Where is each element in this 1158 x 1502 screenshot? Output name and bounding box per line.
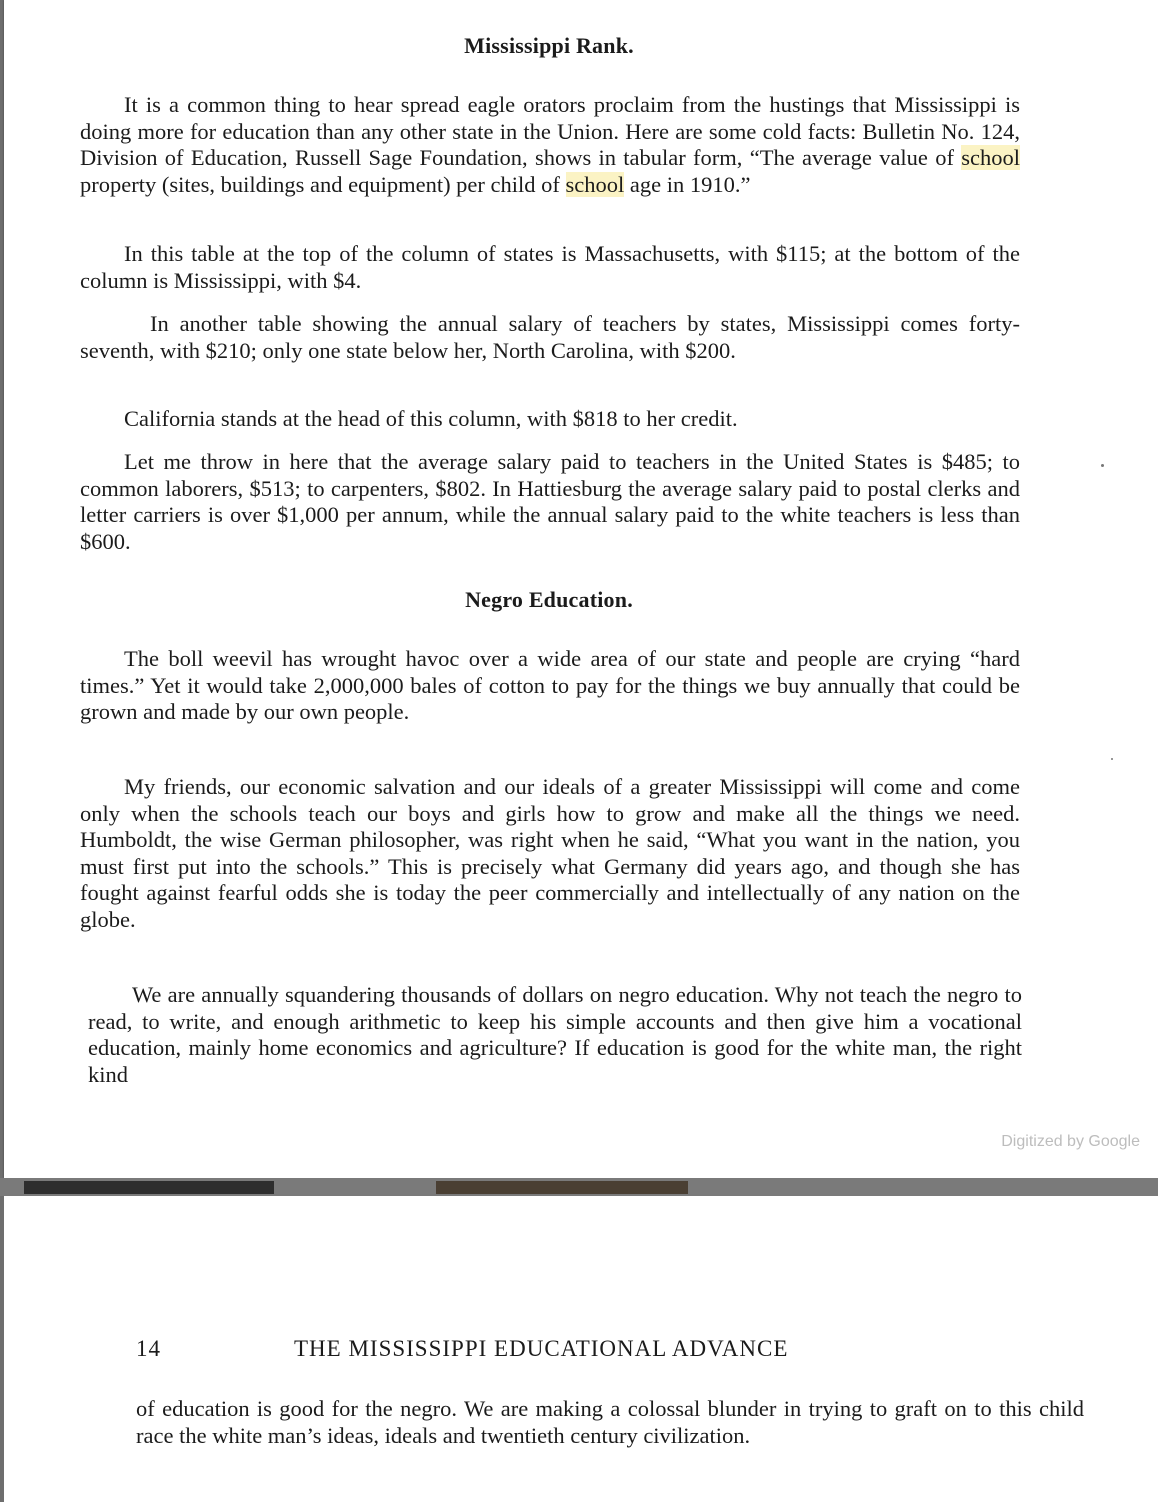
section-heading-negro-education: Negro Education. xyxy=(465,587,633,612)
digitized-watermark: Digitized by Google xyxy=(1001,1133,1140,1150)
paragraph-1 xyxy=(80,92,1020,198)
page-number: 14 xyxy=(136,1336,161,1361)
paragraph-1-text-b: property (sites, buildings and equipment) per child of xyxy=(80,171,566,197)
search-highlight-school-1: school xyxy=(961,145,1020,170)
paragraph-3: In another table showing the annual salary of teachers by states, Mississippi comes forty-seventh, with $210; only one state below her, North Carolina, with $200. xyxy=(80,311,1020,363)
page-separator-segment xyxy=(24,1181,274,1194)
page-separator-segment xyxy=(436,1181,688,1194)
document-page-2 xyxy=(4,1196,1158,1502)
paragraph-2: In this table at the top of the column of states is Massachusetts, with $115; at the bottom of the column is Mississippi, with $4. xyxy=(80,241,1020,293)
paragraph-1-text-c: age in 1910.” xyxy=(624,171,751,197)
search-highlight-school-2: school xyxy=(565,171,625,197)
document-page-1 xyxy=(4,0,1158,1178)
paragraph-4: California stands at the head of this column, with $818 to her credit. xyxy=(124,406,738,431)
section-heading-mississippi-rank: Mississippi Rank. xyxy=(464,33,634,58)
paragraph-8: We are annually squandering thousands of dollars on negro education. Why not teach the negro to read, to write, and enough arithmetic to keep his simple accounts and then give him a vocational education, mainly home economics and agriculture? If education is good for the white man, the right kind xyxy=(88,982,1022,1087)
scan-speck xyxy=(1101,464,1104,467)
journal-title: THE MISSISSIPPI EDUCATIONAL ADVANCE xyxy=(294,1336,789,1361)
page-separator xyxy=(0,1178,1158,1196)
paragraph-1-text-a: It is a common thing to hear spread eagle orators proclaim from the hustings that Mississippi is doing more for education than any other state in the Union. Here are some cold facts: Bulletin No. 124, Division of Education, Russell Sage Foundation, shows in tabular form, “The average value of xyxy=(80,92,1020,170)
scan-speck xyxy=(1111,758,1113,760)
paragraph-6: The boll weevil has wrought havoc over a wide area of our state and people are crying “hard times.” Yet it would take 2,000,000 bales of cotton to pay for the things we buy annually that could be grown and made by our own people. xyxy=(80,646,1020,724)
paragraph-5: Let me throw in here that the average salary paid to teachers in the United States is $485; to common laborers, $513; to carpenters, $802. In Hattiesburg the average salary paid to postal clerks and letter carriers is over $1,000 per annum, while the annual salary paid to the white teachers is less than $600. xyxy=(80,449,1020,554)
paragraph-7: My friends, our economic salvation and our ideals of a greater Mississippi will come and come only when the schools teach our boys and girls how to grow and make all the things we need. Humboldt, the wise German philosopher, was right when he said, “What you want in the nation, you must first put into the schools.” This is precisely what Germany did years ago, and though she has fought against fearful odds she is today the peer commercially and intellectually of any nation on the globe. xyxy=(80,774,1020,932)
paragraph-continued: of education is good for the negro. We are making a colossal blunder in trying to graft on to this child race the white man’s ideas, ideals and twentieth century civilization. xyxy=(136,1396,1084,1448)
